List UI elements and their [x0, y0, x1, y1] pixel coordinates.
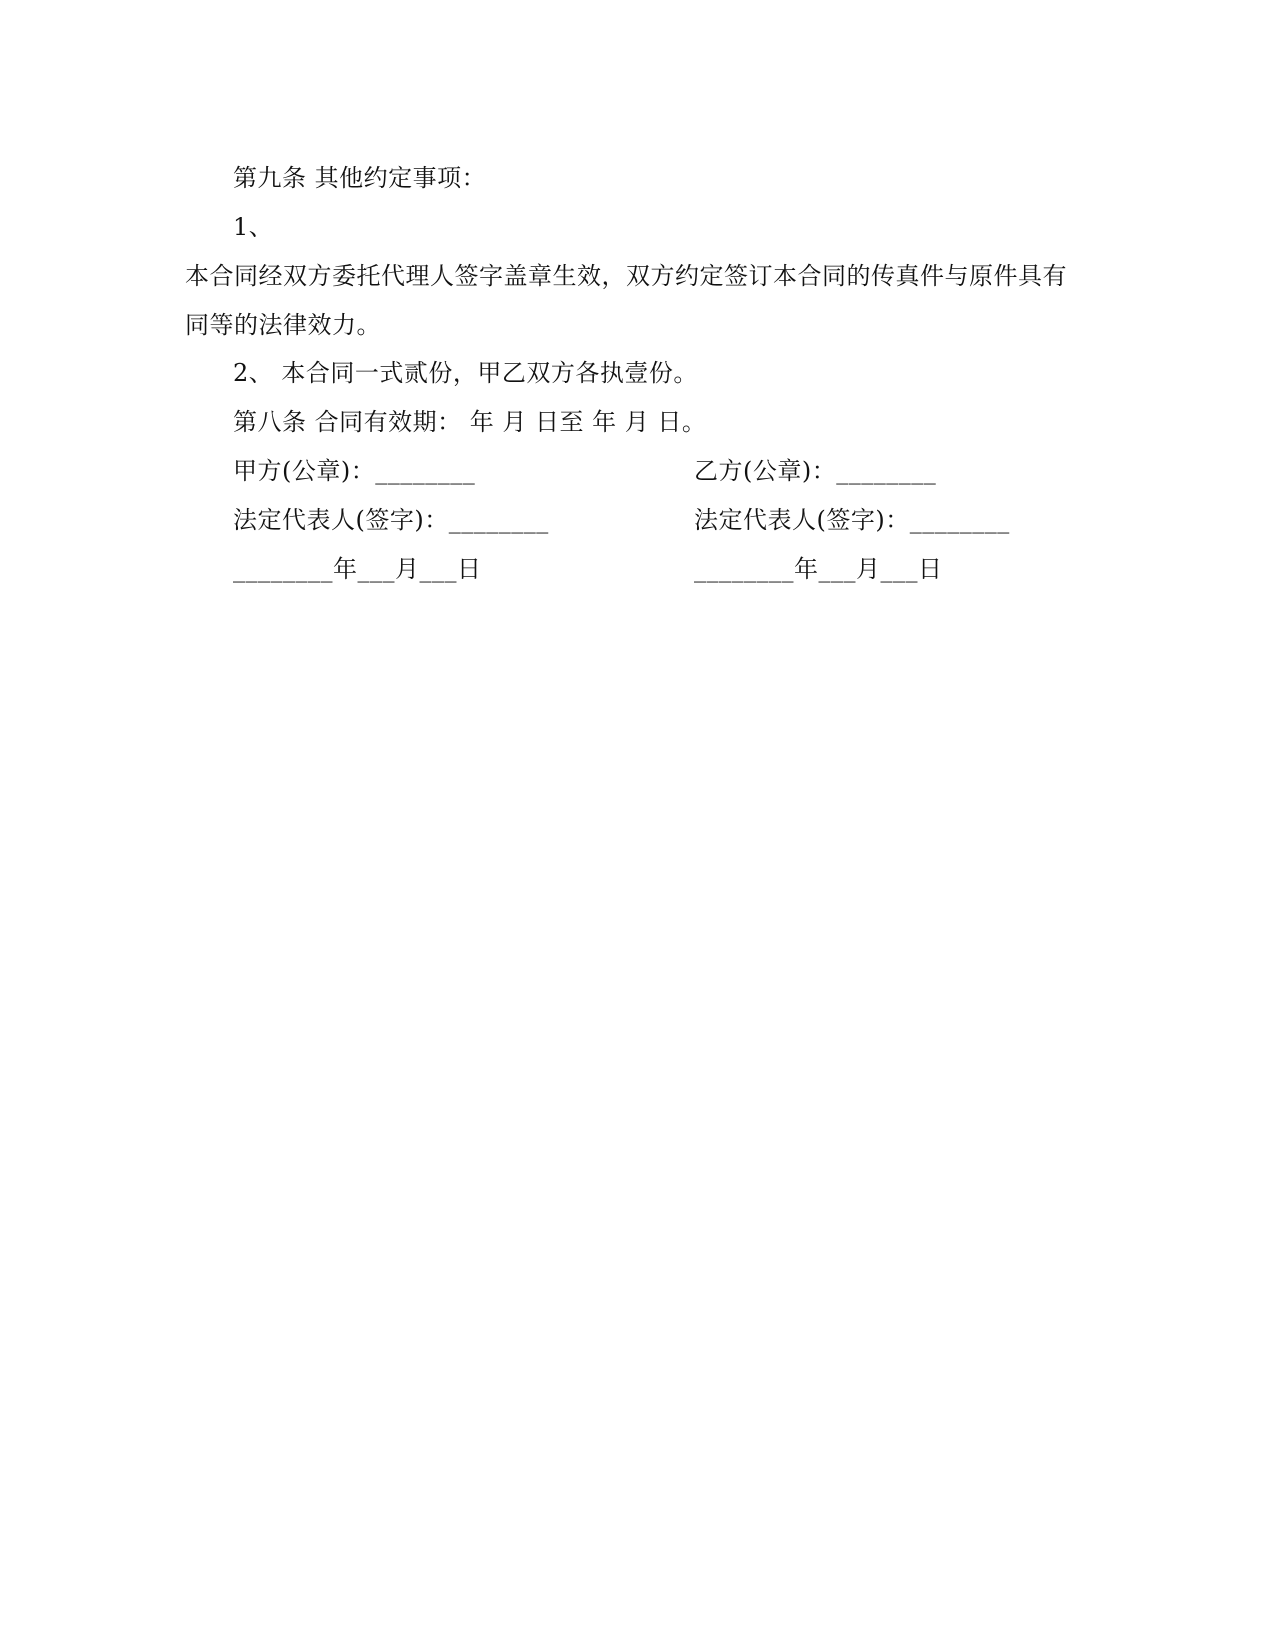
item-1-text-line-1: 本合同经双方委托代理人签字盖章生效，双方约定签订本合同的传真件与原件具有 — [185, 262, 1067, 290]
party-a-seal: 甲方(公章)：________ — [233, 457, 476, 485]
party-b-representative: 法定代表人(签字)：________ — [694, 506, 1010, 534]
party-b-date: ________年___月___日 — [694, 555, 943, 583]
article-9-heading: 第九条 其他约定事项： — [233, 164, 487, 192]
party-a-date: ________年___月___日 — [233, 555, 482, 583]
item-1-number: 1、 — [233, 213, 274, 241]
item-2-text: 2、 本合同一式贰份，甲乙双方各执壹份。 — [233, 359, 698, 387]
item-1-text-line-2: 同等的法律效力。 — [185, 311, 381, 339]
party-b-seal: 乙方(公章)：________ — [694, 457, 937, 485]
party-a-representative: 法定代表人(签字)：________ — [233, 506, 549, 534]
article-8-validity: 第八条 合同有效期： 年 月 日至 年 月 日。 — [233, 408, 707, 436]
